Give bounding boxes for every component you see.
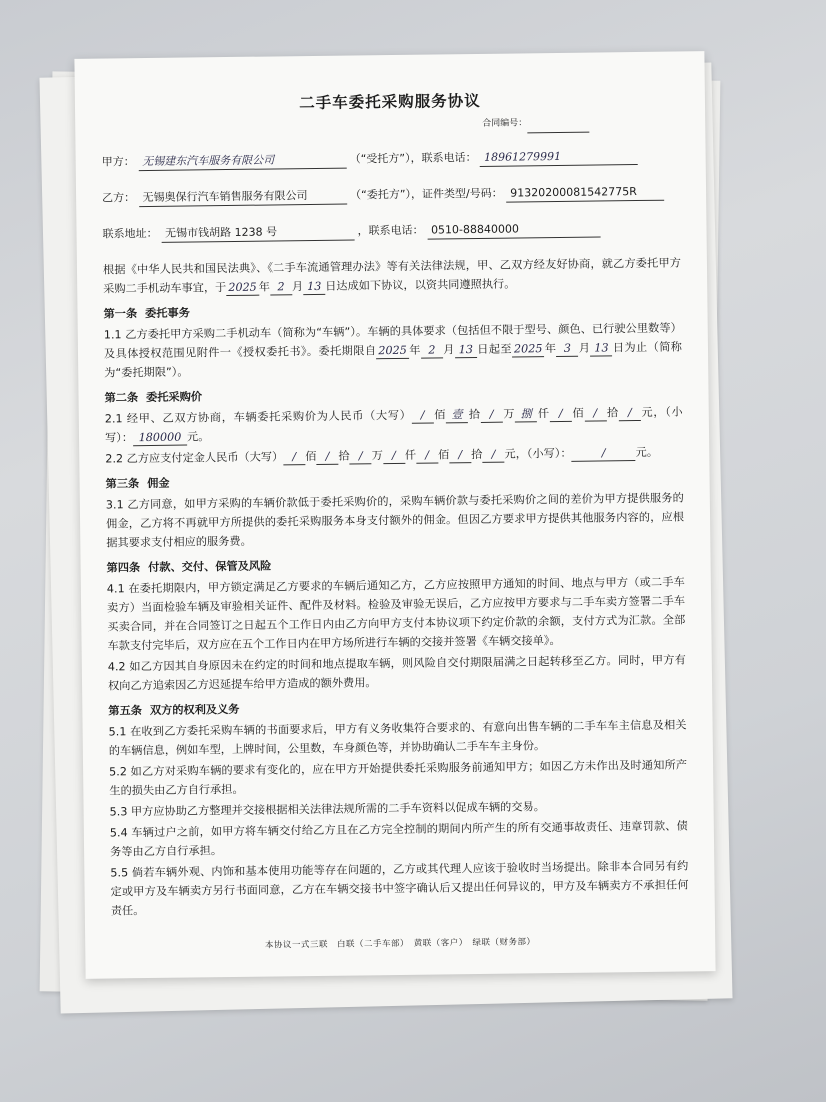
party-b-row: 乙方： 无锡奥保行汽车销售服务有限公司 （“委托方”），证件类型/号码： 91320200081542775R xyxy=(102,181,680,207)
party-a-row: 甲方： 无锡建东汽车服务有限公司 （“受托方”），联系电话： 18961279991 xyxy=(102,145,680,171)
section-2-heading: 第二条 委托采购价 xyxy=(104,390,203,405)
contact-phone: 0510-88840000 xyxy=(427,220,600,239)
section-2-1: 2.1 经甲、乙双方协商，车辆委托采购价为人民币（大写） / 佰 壹 拾 / 万 捌 仟 / 佰 / 拾 / 元，（小写）： 180000 元。 xyxy=(104,405,683,445)
section-3-1: 3.1 乙方同意，如甲方采购的车辆价款低于委托采购价的，采购车辆价款与委托采购价之间的差价为甲方提供服务的佣金，乙方将不再就甲方所提供的委托采购服务本身支付额外的佣金。但因乙方要求甲方提供其他服务内容的，应根据其要求支付相应的服务费。 xyxy=(105,491,685,550)
section-3-heading: 第三条 佣金 xyxy=(105,476,170,491)
section-2-2: 2.2 乙方应支付定金人民币（大写） / 佰 / 拾 / 万 / 仟 / 佰 / 拾 / 元，（小写）： / 元。 xyxy=(105,445,659,466)
section-5-heading: 第五条 双方的权利及义务 xyxy=(108,702,240,718)
party-b-id: 91320200081542775R xyxy=(506,184,664,203)
contact-address: 无锡市钱胡路 1238 号 xyxy=(161,223,354,242)
party-a-name: 无锡建东汽车服务有限公司 xyxy=(138,152,346,172)
section-4-1: 4.1 在委托期限内，甲方锁定满足乙方要求的车辆后通知乙方，乙方应按照甲方通知的时间、地点与甲方（或二手车卖方）当面检验车辆及审验相关证件、配件及材料。检验及审验无误后，乙方应按甲方要求与二手车卖方签署二手车买卖合同，并在合同签订之日起五个工作日内由乙方向甲方支付本协议项下约定价款的余额，支付方式为汇款。全部车款支付完毕后，双方应在五个工作日内在甲方场所进行车辆的交接并签署《车辆交接单》。 xyxy=(106,575,686,653)
section-4-2: 4.2 如乙方因其自身原因未在约定的时间和地点提取车辆，则风险自交付期限届满之日起转移至乙方。同时，甲方有权向乙方追索因乙方迟延提车给甲方造成的额外费用。 xyxy=(107,653,686,693)
contract-number-blank xyxy=(527,132,589,134)
section-4-heading: 第四条 付款、交付、保管及风险 xyxy=(106,559,272,575)
copies-footer: 本协议一式三联 白联（二手车部） 黄联（客户） 绿联（财务部） xyxy=(264,937,536,951)
section-1-heading: 第一条 委托事务 xyxy=(103,306,190,321)
party-b-name: 无锡奥保行汽车销售服务有限公司 xyxy=(139,188,347,208)
party-a-phone: 18961279991 xyxy=(480,148,638,167)
section-5-3: 5.3 甲方应协助乙方整理并交接根据相关法律法规所需的二手车资料以促成车辆的交易。 xyxy=(109,800,545,819)
contract-sheet xyxy=(74,51,715,979)
intro-paragraph: 根据《中华人民共和国民法典》、《二手车流通管理办法》等有关法律法规，甲、乙双方经友好协商，就乙方委托甲方采购二手机动车事宜，于 2025 年 2 月 13 日达成如下协议，以资共同遵照执行。 xyxy=(102,256,682,296)
contract-number: 合同编号： xyxy=(101,114,589,139)
section-1-1: 1.1 乙方委托甲方采购二手机动车（简称为“车辆”）。车辆的具体要求（包括但不限于型号、颜色、已行驶公里数等）及具体授权范围见附件一《授权委托书》。委托期限自 2025 年 2 月 13 日起至 2025 年 3 月 13 日为止（简称为“委托期限”）。 xyxy=(103,321,683,380)
section-5-1: 5.1 在收到乙方委托采购车辆的书面要求后，甲方有义务收集符合要求的、有意向出售车辆的二手车车主信息及相关的车辆信息，例如车型，上牌时间，公里数，车身颜色等，并协助确认二手车车主身份。 xyxy=(108,718,687,758)
section-5-5: 5.5 倘若车辆外观、内饰和基本使用功能等存在问题的，乙方或其代理人应该于验收时当场提出。除非本合同另有约定或甲方及车辆卖方另行书面同意，乙方在车辆交接书中签字确认后又提出任何异议的，甲方及车辆卖方不承担任何责任。 xyxy=(110,859,689,918)
section-5-2: 5.2 如乙方对采购车辆的要求有变化的，应在甲方开始提供委托采购服务前通知甲方；如因乙方未作出及时通知所产生的损失由乙方自行承担。 xyxy=(109,758,688,798)
section-5-4: 5.4 车辆过户之前，如甲方将车辆交付给乙方且在乙方完全控制的期间内所产生的所有交通事故责任、违章罚款、债务等由乙方自行承担。 xyxy=(109,819,688,859)
document-title: 二手车委托采购服务协议 xyxy=(299,91,481,113)
contact-row: 联系地址： 无锡市钱胡路 1238 号 ，联系电话： 0510-88840000 xyxy=(102,217,680,243)
